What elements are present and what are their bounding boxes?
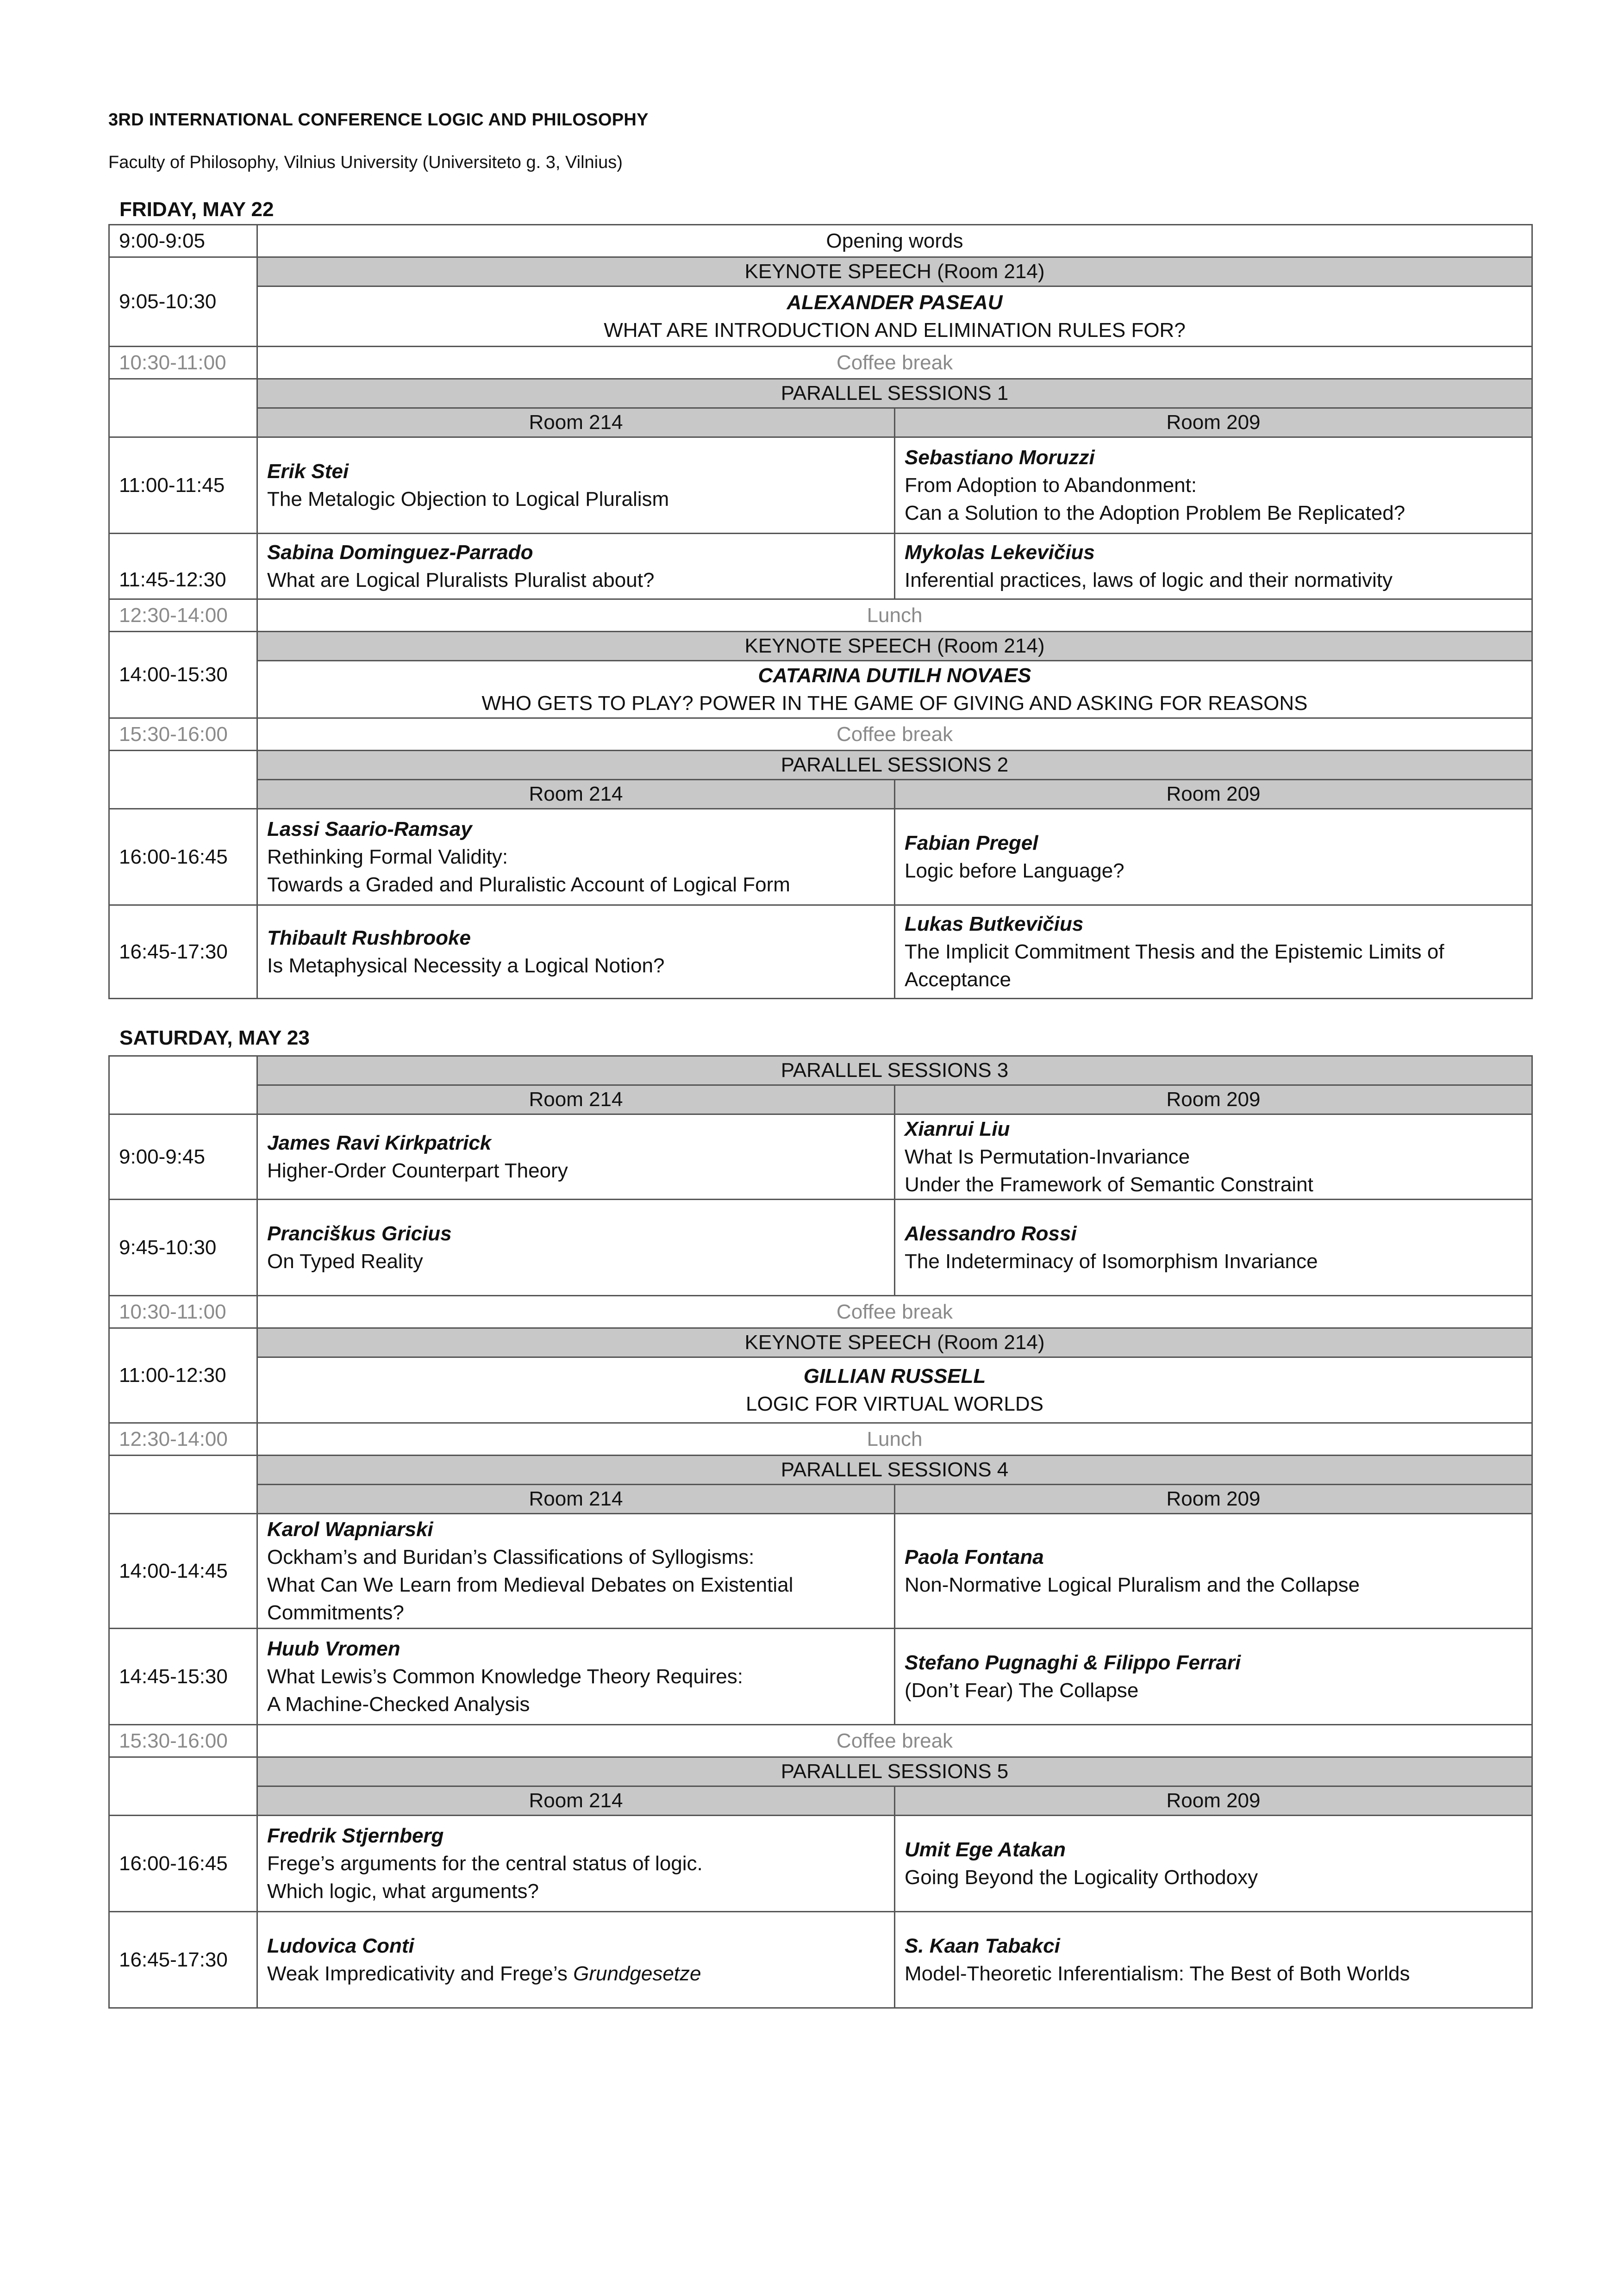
parallel-sessions-label: PARALLEL SESSIONS 4: [257, 1456, 1532, 1485]
time-cell: 10:30-11:00: [109, 1296, 257, 1328]
talk-title: [267, 1960, 885, 1988]
talk-cell: [895, 1629, 1532, 1725]
day-heading-saturday: SATURDAY, MAY 23: [119, 1027, 310, 1049]
talk-title: What Is Permutation-Invariance: [905, 1145, 1190, 1168]
talk-cell: [257, 1816, 895, 1912]
talk-cell: [895, 1114, 1532, 1200]
talk-cell: [895, 905, 1532, 999]
table-row: [109, 379, 1532, 408]
talk-title: What Can We Learn from Medieval Debates on Existential Commitments?: [267, 1573, 793, 1624]
talk-cell: [895, 1514, 1532, 1629]
time-cell: 14:45-15:30: [109, 1629, 257, 1725]
time-cell: 9:00-9:45: [109, 1114, 257, 1200]
keynote-label: KEYNOTE SPEECH (Room 214): [257, 257, 1532, 286]
keynote-cell: [257, 286, 1532, 347]
talk-cell: [257, 1629, 895, 1725]
time-cell: 16:45-17:30: [109, 905, 257, 999]
parallel-sessions-label: PARALLEL SESSIONS 1: [257, 379, 1532, 408]
talk-title: What are Logical Pluralists Pluralist about?: [267, 568, 655, 591]
time-cell: 11:00-11:45: [109, 437, 257, 534]
talk-cell: [257, 534, 895, 599]
time-cell: 11:00-12:30: [109, 1328, 257, 1423]
table-row: [109, 1114, 1532, 1200]
talk-cell: [257, 1514, 895, 1629]
keynote-speaker: CATARINA DUTILH NOVAES: [758, 664, 1031, 687]
time-cell: 9:05-10:30: [109, 257, 257, 347]
table-row: [109, 1912, 1532, 2008]
speaker-name: Pranciškus Gricius: [267, 1222, 452, 1245]
conference-title: 3RD INTERNATIONAL CONFERENCE LOGIC AND PHILOSOPHY: [108, 110, 649, 130]
time-cell-empty: [109, 1056, 257, 1114]
speaker-name: Sabina Dominguez-Parrado: [267, 541, 533, 564]
time-cell: 10:30-11:00: [109, 347, 257, 379]
speaker-name: Stefano Pugnaghi & Filippo Ferrari: [905, 1651, 1241, 1674]
time-cell: 16:45-17:30: [109, 1912, 257, 2008]
parallel-sessions-label: PARALLEL SESSIONS 2: [257, 751, 1532, 780]
table-row: [109, 225, 1532, 257]
table-row: [109, 534, 1532, 599]
room-header: Room 209: [895, 1085, 1532, 1114]
keynote-cell: [257, 1357, 1532, 1423]
talk-title: Non-Normative Logical Pluralism and the Collapse: [905, 1573, 1360, 1596]
parallel-sessions-label: PARALLEL SESSIONS 3: [257, 1056, 1532, 1085]
talk-cell: [257, 1200, 895, 1296]
coffee-break: Coffee break: [257, 1296, 1532, 1328]
table-row: [109, 751, 1532, 780]
table-row: [109, 1786, 1532, 1816]
lunch-break: Lunch: [257, 1423, 1532, 1456]
keynote-title: WHAT ARE INTRODUCTION AND ELIMINATION RULES FOR?: [604, 318, 1186, 342]
saturday-schedule-table: [108, 1055, 1533, 2009]
opening-words: Opening words: [257, 225, 1532, 257]
speaker-name: Karol Wapniarski: [267, 1518, 433, 1541]
talk-title: The Implicit Commitment Thesis and the Epistemic Limits of Acceptance: [905, 940, 1444, 991]
speaker-name: Thibault Rushbrooke: [267, 926, 471, 949]
table-row: [109, 257, 1532, 286]
table-row: [109, 661, 1532, 718]
keynote-title: LOGIC FOR VIRTUAL WORLDS: [746, 1392, 1043, 1415]
time-cell: 16:00-16:45: [109, 809, 257, 905]
speaker-name: Fabian Pregel: [905, 831, 1038, 854]
talk-cell: [895, 534, 1532, 599]
talk-title: From Adoption to Abandonment:: [905, 473, 1197, 497]
keynote-title: WHO GETS TO PLAY? POWER IN THE GAME OF GIVING AND ASKING FOR REASONS: [481, 691, 1308, 715]
table-row: [109, 1456, 1532, 1485]
talk-title: Higher-Order Counterpart Theory: [267, 1159, 568, 1182]
time-cell-empty: [109, 751, 257, 809]
table-row: [109, 1423, 1532, 1456]
table-row: [109, 437, 1532, 534]
table-row: [109, 905, 1532, 999]
talk-cell: [257, 1912, 895, 2008]
speaker-name: Alessandro Rossi: [905, 1222, 1077, 1245]
talk-title: Which logic, what arguments?: [267, 1879, 539, 1903]
speaker-name: Fredrik Stjernberg: [267, 1824, 444, 1847]
talk-title: Ockham’s and Buridan’s Classifications of Syllogisms:: [267, 1545, 755, 1568]
talk-title: Towards a Graded and Pluralistic Account of Logical Form: [267, 873, 790, 896]
table-row: [109, 1328, 1532, 1357]
conference-venue: Faculty of Philosophy, Vilnius University (Universiteto g. 3, Vilnius): [108, 153, 623, 172]
speaker-name: Ludovica Conti: [267, 1934, 414, 1957]
keynote-speaker: ALEXANDER PASEAU: [787, 291, 1003, 314]
table-row: [109, 809, 1532, 905]
keynote-cell: [257, 661, 1532, 718]
speaker-name: Mykolas Lekevičius: [905, 541, 1095, 564]
table-row: [109, 780, 1532, 809]
time-cell: 14:00-14:45: [109, 1514, 257, 1629]
keynote-label: KEYNOTE SPEECH (Room 214): [257, 632, 1532, 661]
table-row: [109, 1816, 1532, 1912]
room-header: Room 214: [257, 780, 895, 809]
table-row: [109, 1757, 1532, 1786]
table-row: [109, 632, 1532, 661]
table-row: [109, 599, 1532, 632]
speaker-name: James Ravi Kirkpatrick: [267, 1131, 492, 1154]
time-cell-empty: [109, 1757, 257, 1816]
time-cell: 11:45-12:30: [109, 534, 257, 599]
table-row: [109, 1357, 1532, 1423]
room-header: Room 209: [895, 780, 1532, 809]
friday-schedule-table: [108, 224, 1533, 999]
table-row: [109, 1485, 1532, 1514]
speaker-name: Lukas Butkevičius: [905, 912, 1084, 935]
table-row: [109, 408, 1532, 437]
talk-title: Inferential practices, laws of logic and their normativity: [905, 568, 1393, 591]
talk-title: Can a Solution to the Adoption Problem Be Replicated?: [905, 501, 1405, 524]
talk-title: Logic before Language?: [905, 859, 1124, 882]
table-row: [109, 718, 1532, 751]
parallel-sessions-label: PARALLEL SESSIONS 5: [257, 1757, 1532, 1786]
coffee-break: Coffee break: [257, 1725, 1532, 1757]
speaker-name: Sebastiano Moruzzi: [905, 446, 1095, 469]
time-cell: 12:30-14:00: [109, 1423, 257, 1456]
talk-title-text: Weak Impredicativity and Frege’s: [267, 1962, 574, 1985]
table-row: [109, 1200, 1532, 1296]
talk-cell: [895, 1200, 1532, 1296]
talk-title: The Metalogic Objection to Logical Pluralism: [267, 487, 669, 510]
room-header: Room 209: [895, 1485, 1532, 1514]
table-row: [109, 286, 1532, 347]
keynote-speaker: GILLIAN RUSSELL: [803, 1364, 986, 1388]
talk-cell: [895, 809, 1532, 905]
talk-title: Is Metaphysical Necessity a Logical Notion?: [267, 954, 665, 977]
table-row: [109, 1085, 1532, 1114]
speaker-name: S. Kaan Tabakci: [905, 1934, 1060, 1957]
talk-title-italic: Grundgesetze: [573, 1962, 701, 1985]
time-cell: 12:30-14:00: [109, 599, 257, 632]
table-row: [109, 347, 1532, 379]
time-cell: 14:00-15:30: [109, 632, 257, 718]
speaker-name: Huub Vromen: [267, 1637, 400, 1660]
coffee-break: Coffee break: [257, 718, 1532, 751]
room-header: Room 214: [257, 1485, 895, 1514]
day-heading-friday: FRIDAY, MAY 22: [119, 198, 274, 221]
time-cell-empty: [109, 379, 257, 437]
talk-title: The Indeterminacy of Isomorphism Invariance: [905, 1250, 1318, 1273]
talk-cell: [257, 809, 895, 905]
coffee-break: Coffee break: [257, 347, 1532, 379]
room-header: Room 214: [257, 1786, 895, 1816]
time-cell: 9:45-10:30: [109, 1200, 257, 1296]
table-row: [109, 1629, 1532, 1725]
talk-cell: [895, 437, 1532, 534]
table-row: [109, 1056, 1532, 1085]
talk-cell: [257, 1114, 895, 1200]
talk-title: Going Beyond the Logicality Orthodoxy: [905, 1866, 1258, 1889]
talk-title: What Lewis’s Common Knowledge Theory Requires:: [267, 1665, 743, 1688]
time-cell: 16:00-16:45: [109, 1816, 257, 1912]
keynote-label: KEYNOTE SPEECH (Room 214): [257, 1328, 1532, 1357]
speaker-name: Umit Ege Atakan: [905, 1838, 1066, 1861]
talk-title: A Machine-Checked Analysis: [267, 1692, 530, 1716]
lunch-break: Lunch: [257, 599, 1532, 632]
talk-title: Model-Theoretic Inferentialism: The Best of Both Worlds: [905, 1962, 1410, 1985]
table-row: [109, 1725, 1532, 1757]
talk-title: Under the Framework of Semantic Constraint: [905, 1173, 1313, 1196]
talk-cell: [257, 905, 895, 999]
talk-cell: [895, 1816, 1532, 1912]
talk-title: Frege’s arguments for the central status of logic.: [267, 1852, 703, 1875]
table-row: [109, 1296, 1532, 1328]
time-cell: 15:30-16:00: [109, 718, 257, 751]
room-header: Room 214: [257, 1085, 895, 1114]
talk-cell: [257, 437, 895, 534]
time-cell-empty: [109, 1456, 257, 1514]
speaker-name: Lassi Saario-Ramsay: [267, 817, 472, 840]
room-header: Room 214: [257, 408, 895, 437]
talk-title: On Typed Reality: [267, 1250, 423, 1273]
speaker-name: Erik Stei: [267, 460, 349, 483]
talk-title: (Don’t Fear) The Collapse: [905, 1679, 1139, 1702]
talk-cell: [895, 1912, 1532, 2008]
room-header: Room 209: [895, 408, 1532, 437]
talk-title: Rethinking Formal Validity:: [267, 845, 508, 868]
speaker-name: Paola Fontana: [905, 1545, 1044, 1568]
time-cell: 9:00-9:05: [109, 225, 257, 257]
time-cell: 15:30-16:00: [109, 1725, 257, 1757]
speaker-name: Xianrui Liu: [905, 1117, 1010, 1140]
table-row: [109, 1514, 1532, 1629]
room-header: Room 209: [895, 1786, 1532, 1816]
